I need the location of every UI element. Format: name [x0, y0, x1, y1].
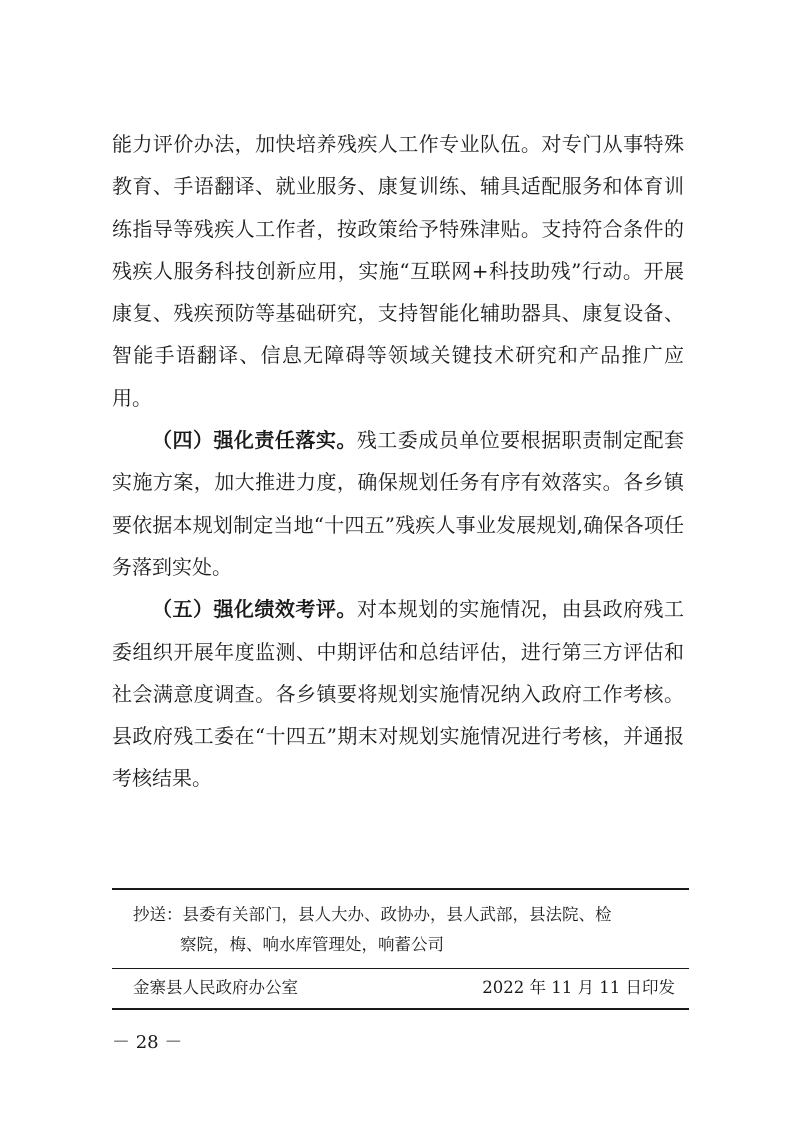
section-heading-responsibility: （四）强化责任落实。 [152, 428, 357, 453]
footer-bottom-rule [112, 1008, 689, 1010]
paragraph-responsibility [112, 419, 684, 588]
cc-recipients-line2: 察院，梅、响水库管理处，响蓄公司 [180, 935, 444, 954]
paragraph-text: 能力评价办法，加快培养残疾人工作专业队伍。对专门从事特殊教育、手语翻译、就业服务、康复训练、辅具适配服务和体育训练指导等残疾人工作者，按政策给予特殊津贴。支持符合条件的残疾人服务科技创新应用，实施“互联网+科技助残”行动。开展康复、残疾预防等基础研究，支持智能化辅助器具、康复设备、智能手语翻译、信息无障碍等领域关键技术研究和产品推广应用。 [112, 132, 684, 410]
cc-block [133, 900, 678, 960]
issuing-office: 金寨县人民政府办公室 [133, 978, 298, 997]
page-number: － 28 － [112, 1032, 183, 1053]
paragraph-continuation [112, 123, 684, 419]
issue-date: 2022 年 11 月 11 日印发 [482, 978, 675, 997]
footer-top-rule [112, 888, 689, 890]
section-heading-evaluation: （五）强化绩效考评。 [152, 597, 357, 622]
paragraph-text: 残工委成员单位要根据职责制定配套实施方案，加大推进力度，确保规划任务有序有效落实。各乡镇要依据本规划制定当地“十四五”残疾人事业发展规划,确保各项任务落到实处。 [112, 428, 685, 579]
paragraph-text: 对本规划的实施情况，由县政府残工委组织开展年度监测、中期评估和总结评估，进行第三方评估和社会满意度调查。各乡镇要将规划实施情况纳入政府工作考核。县政府残工委在“十四五”期末对规划实施情况进行考核，并通报考核结果。 [112, 597, 685, 791]
footer-middle-rule [112, 968, 689, 969]
cc-label: 抄送： [133, 905, 183, 924]
paragraph-evaluation [112, 588, 684, 799]
body-text [112, 123, 684, 800]
cc-recipients-line1: 县委有关部门，县人大办、政协办，县人武部，县法院、检 [182, 905, 612, 924]
